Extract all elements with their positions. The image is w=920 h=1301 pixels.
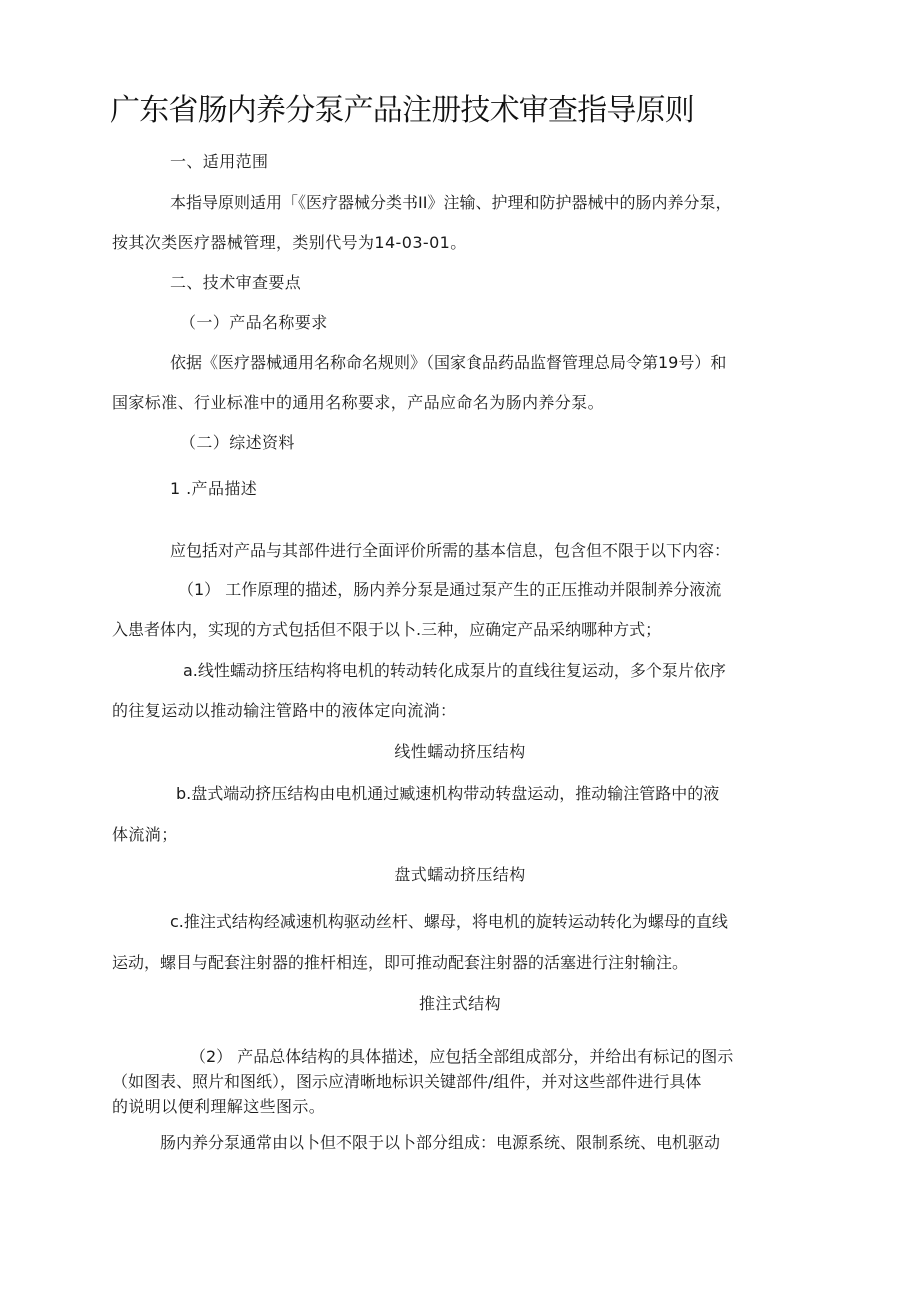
paragraph-line: （1） 工作原理的描述，肠内养分泵是通过泵产生的正压推动并限制养分液流 <box>178 580 722 599</box>
paragraph-line: 应包括对产品与其部件进行全面评价所需的基本信息，包含但不限于以下内容： <box>170 541 731 560</box>
subsection-heading-name: （一）产品名称要求 <box>180 313 328 332</box>
figure-caption: 推注式结构 <box>418 994 501 1013</box>
paragraph-line: c.推注式结构经减速机构驱动丝杆、螺母，将电机的旋转运动转化为螺母的直线 <box>170 912 728 931</box>
paragraph-line: a.线性蠕动挤压结构将电机的转动转化成泵片的直线往复运动，多个泵片依序 <box>183 661 726 680</box>
figure-caption: 盘式蠕动挤压结构 <box>394 865 526 884</box>
paragraph-line: （如图表、照片和图纸），图示应清晰地标识关键部件/组件，并对这些部件进行具体 <box>112 1072 702 1091</box>
paragraph-line: 按其次类医疗器械管理，类别代号为14-03-01。 <box>112 233 467 252</box>
paragraph-line: 运动，螺目与配套注射器的推杆相连，即可推动配套注射器的活塞进行注射输注。 <box>112 953 689 972</box>
paragraph-line: 的往复运动以推动输注管路中的液体定向流淌： <box>112 701 457 720</box>
paragraph-line: （2） 产品总体结构的具体描述，应包括全部组成部分，并给出有标记的图示 <box>190 1047 734 1066</box>
paragraph-line: 肠内养分泵通常由以卜但不限于以卜部分组成：电源系统、限制系统、电机驱动 <box>160 1133 721 1152</box>
paragraph-line: 入患者体内，实现的方式包括但不限于以卜.三种，应确定产品采纳哪种方式； <box>112 620 662 639</box>
paragraph-line: 的说明以便利理解这些图示。 <box>112 1097 326 1116</box>
paragraph-line: 体流淌； <box>112 825 178 844</box>
section-heading-scope: 一、适用范围 <box>170 152 269 171</box>
paragraph-line: 本指导原则适用「《医疗器械分类书II》注输、护理和防护器械中的肠内养分泵， <box>170 193 732 212</box>
document-title: 广东省肠内养分泵产品注册技术审查指导原则 <box>110 93 694 128</box>
section-heading-review: 二、技术审查要点 <box>170 273 302 292</box>
paragraph-line: b.盘式端动挤压结构由电机通过臧速机构带动转盘运动，推动输注管路中的液 <box>176 784 720 803</box>
paragraph-line: 依据《医疗器械通用名称命名规则》（国家食品药品监督管理总局令第19号）和 <box>170 353 727 372</box>
paragraph-line: 国家标准、行业标准中的通用名称要求，产品应命名为肠内养分泵。 <box>112 393 605 412</box>
figure-caption: 线性蠕动挤压结构 <box>394 742 526 761</box>
subsection-heading-overview: （二）综述资料 <box>180 433 295 452</box>
item-heading-description: 1 .产品描述 <box>170 479 258 498</box>
